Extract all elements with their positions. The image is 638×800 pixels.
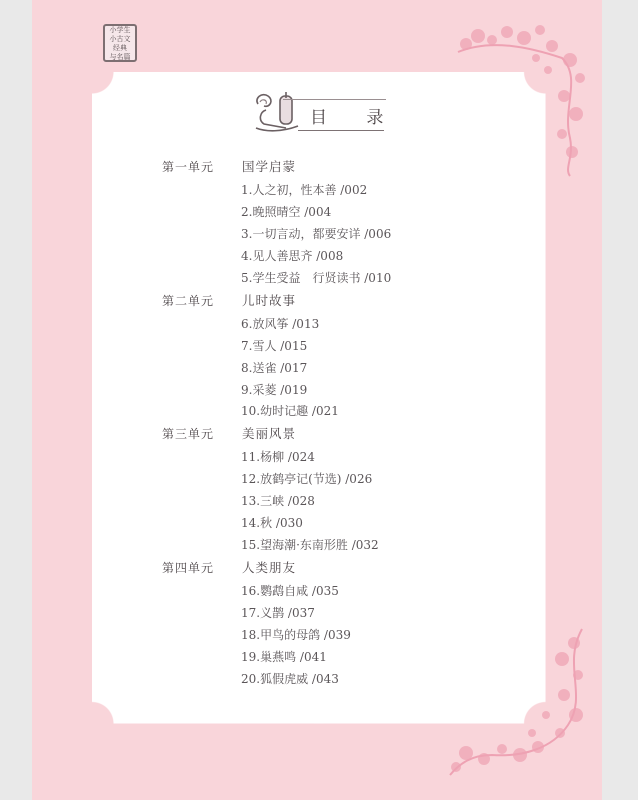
toc-entry[interactable]: 5.学生受益 行贤读书 /010 <box>241 271 392 285</box>
toc-entry[interactable]: 15.望海潮·东南形胜 /032 <box>241 538 379 552</box>
unit-title: 美丽风景 <box>242 426 297 441</box>
seal-text-line: 经典 <box>113 43 127 52</box>
unit-label: 第三单元 <box>162 427 215 441</box>
series-seal-logo <box>103 24 137 62</box>
toc-entry[interactable]: 20.狐假虎威 /043 <box>241 672 339 686</box>
page-title: 目 录 <box>310 108 401 128</box>
seal-text-line: 小古文 <box>109 34 131 43</box>
toc-entry[interactable]: 4.见人善思齐 /008 <box>241 249 344 263</box>
title-top-rule <box>283 99 386 100</box>
toc-entry[interactable]: 6.放风筝 /013 <box>241 317 320 331</box>
seal-text-line: 小学生 <box>109 25 131 34</box>
unit-label: 第四单元 <box>162 561 215 575</box>
seal-text-line: 与名篇 <box>109 52 131 61</box>
toc-entry[interactable]: 9.采菱 /019 <box>241 383 308 397</box>
unit-title: 国学启蒙 <box>242 159 297 174</box>
unit-label: 第一单元 <box>162 160 215 174</box>
toc-entry[interactable]: 3.一切言动，都要安详 /006 <box>241 227 392 241</box>
toc-entry[interactable]: 2.晚照晴空 /004 <box>241 205 332 219</box>
toc-entry[interactable]: 8.送雀 /017 <box>241 361 308 375</box>
toc-entry[interactable]: 19.巢燕鸣 /041 <box>241 650 327 664</box>
toc-entry[interactable]: 11.杨柳 /024 <box>241 450 315 464</box>
toc-entry[interactable]: 12.放鹤亭记(节选) /026 <box>241 472 373 486</box>
unit-title: 儿时故事 <box>242 293 297 308</box>
toc-entry[interactable]: 16.鹦鹉自咸 /035 <box>241 584 339 598</box>
scroll-and-brush-icon <box>252 90 302 134</box>
toc-entry[interactable]: 13.三峡 /028 <box>241 494 315 508</box>
toc-entry[interactable]: 18.甲鸟的母鸽 /039 <box>241 628 351 642</box>
toc-entry[interactable]: 17.义鹊 /037 <box>241 606 315 620</box>
toc-entry[interactable]: 10.幼时记趣 /021 <box>241 404 339 418</box>
title-underline <box>298 130 384 131</box>
toc-entry[interactable]: 1.人之初，性本善 /002 <box>241 183 368 197</box>
toc-entry[interactable]: 14.秋 /030 <box>241 516 303 530</box>
unit-label: 第二单元 <box>162 294 215 308</box>
toc-entry[interactable]: 7.雪人 /015 <box>241 339 308 353</box>
unit-title: 人类朋友 <box>242 560 297 575</box>
